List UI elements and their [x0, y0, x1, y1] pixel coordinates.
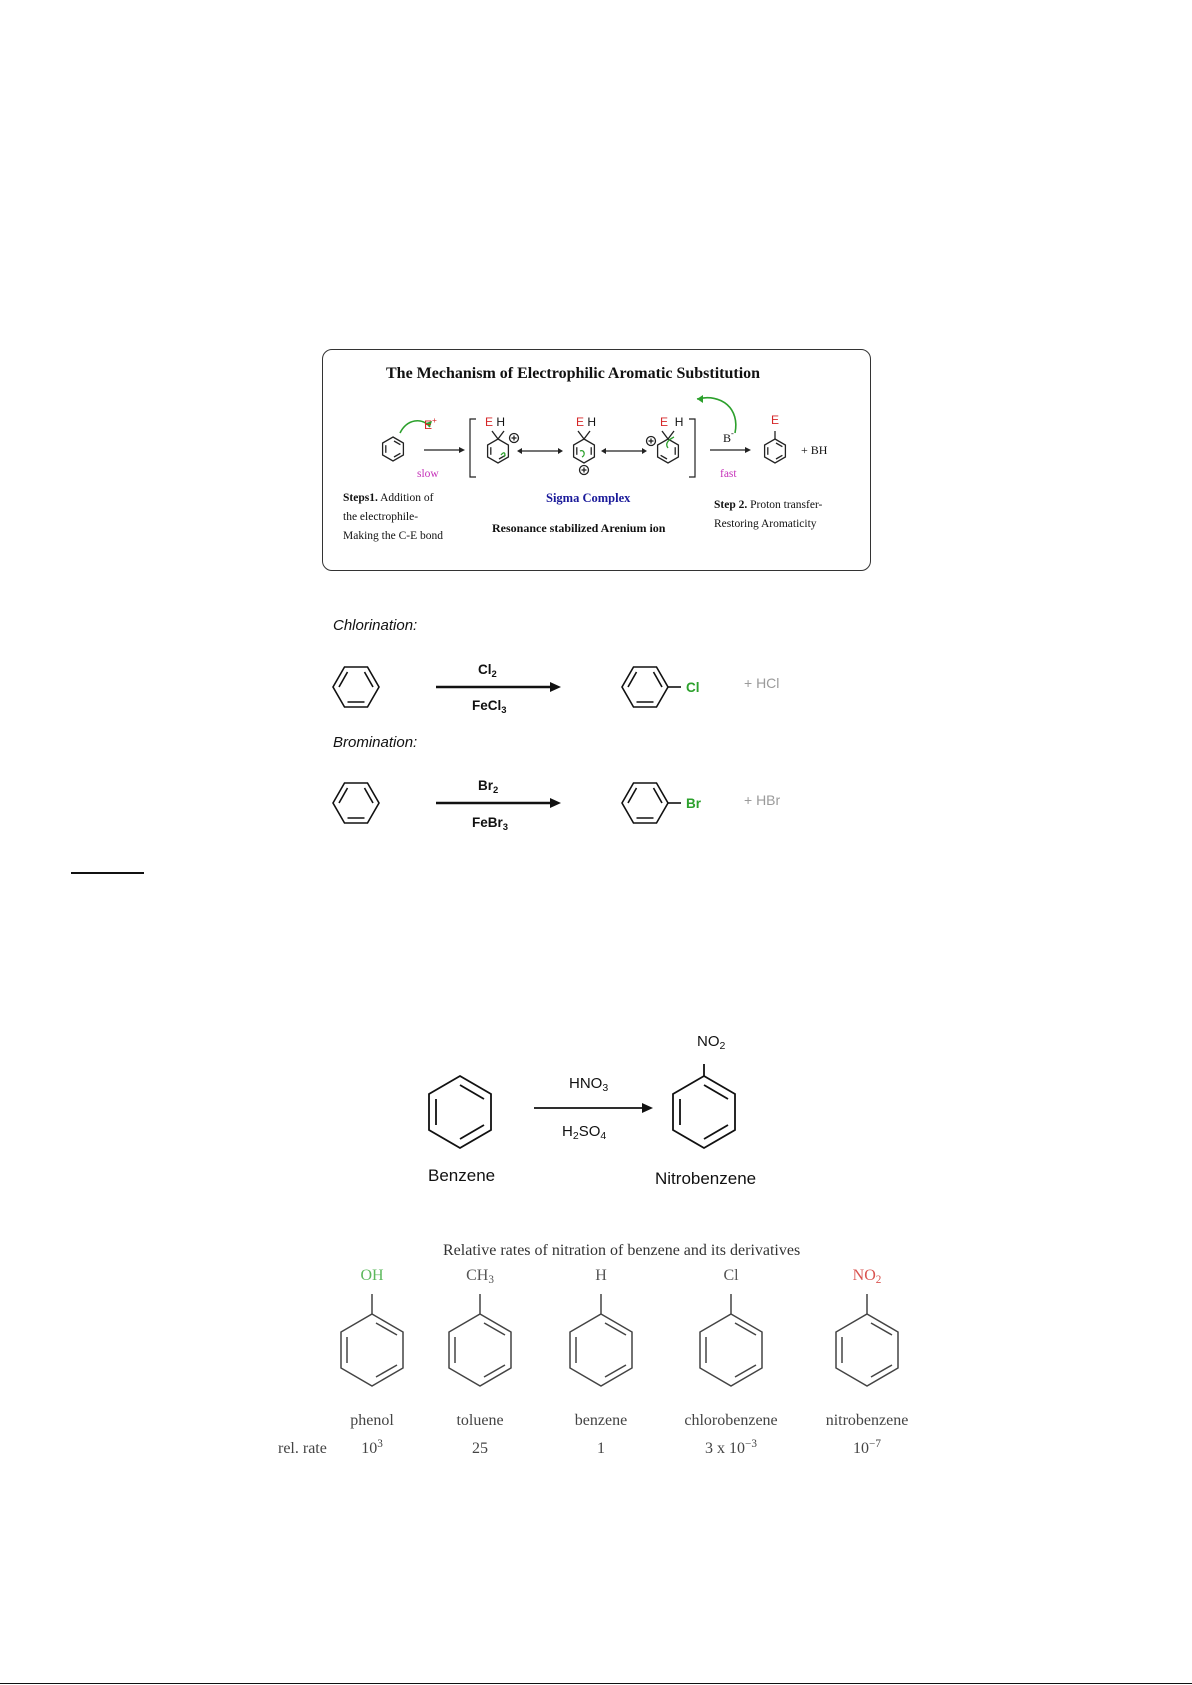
nitration-catalyst: $H_2SO_4$ [562, 1123, 607, 1142]
substituent-text: CH [466, 1267, 489, 1284]
benzene-reactant-structure [383, 437, 404, 461]
substituent-text: OH [360, 1267, 384, 1284]
resonance-label: Resonance stabilized Arenium ion [492, 521, 666, 535]
benzene-structure [333, 667, 379, 707]
arenium-ion-3 [647, 431, 679, 463]
relative-rate-value [410, 1440, 550, 1458]
rate-base: 3 x 10 [705, 1440, 746, 1457]
bromination-byproduct: + HBr [744, 792, 781, 808]
compound-name: toluene [456, 1412, 504, 1429]
nitrobenzene-name: Nitrobenzene [655, 1169, 757, 1188]
compound-name: benzene [574, 1412, 628, 1429]
rate-exponent: −3 [745, 1438, 757, 1450]
bromination-reagent-top: $Br_2$ [478, 778, 499, 796]
chlorobenzene-structure [622, 667, 681, 707]
arenium-ion-2 [574, 431, 595, 475]
substituent-label [332, 1267, 412, 1285]
substituent-label [561, 1267, 641, 1285]
arenium-ion-1 [488, 431, 519, 463]
section-rule [71, 872, 144, 874]
bromobenzene-structure [622, 783, 681, 823]
rate-base: 25 [472, 1440, 488, 1457]
base-label: B- [723, 429, 734, 445]
compound-name: chlorobenzene [684, 1412, 778, 1429]
compound-name: nitrobenzene [825, 1412, 909, 1429]
substituent-label [440, 1267, 520, 1285]
substituent-subscript: 2 [875, 1274, 882, 1286]
product-substituent-label: E [771, 413, 780, 427]
nitration-reagent: $HNO_3$ [569, 1075, 609, 1094]
ring-structure [556, 1288, 646, 1408]
compound-name: phenol [350, 1412, 394, 1429]
rate-base: 10 [853, 1440, 870, 1457]
substituted-benzene-product [765, 431, 786, 463]
substituent-text: H [595, 1267, 607, 1284]
rate-base: 1 [597, 1440, 605, 1457]
rate-exponent: 3 [377, 1438, 383, 1450]
mechanism-title: The Mechanism of Electrophilic Aromatic Substitution [386, 365, 761, 382]
fast-label: fast [720, 468, 737, 480]
substituent-label [827, 1267, 907, 1285]
byproduct-bh: + BH [801, 443, 828, 457]
benzene-structure [333, 783, 379, 823]
rate-base: 10 [361, 1440, 378, 1457]
ring-structure [327, 1288, 417, 1408]
ring-structure [435, 1288, 525, 1408]
bromine-substituent: Br [686, 796, 702, 811]
substituent-text: Cl [723, 1267, 739, 1284]
nitrobenzene-structure [673, 1064, 735, 1148]
electrophile-label: E+ [424, 415, 437, 432]
chlorine-substituent: Cl [686, 680, 700, 695]
relative-rate-value [797, 1440, 937, 1458]
step2-description: Step 2. Proton transfer- Restoring Aromaticity [714, 499, 823, 530]
bromination-label: Bromination: [333, 734, 418, 751]
arenium-3-substituents: E H [660, 415, 684, 429]
step1-description: Steps1. Addition of the electrophile- Making the C-E bond [343, 492, 443, 542]
rate-exponent: −7 [869, 1438, 881, 1450]
bromination-catalyst: FeBr$_3$ [472, 815, 509, 833]
ring-structure [686, 1288, 776, 1408]
sigma-complex-label: Sigma Complex [546, 491, 631, 505]
rates-title: Relative rates of nitration of benzene and its derivatives [443, 1242, 801, 1259]
substituent-subscript: 3 [488, 1274, 494, 1286]
substituent-text: NO [852, 1267, 876, 1284]
page-bottom-rule [0, 1683, 1192, 1684]
arenium-1-substituents: E H [485, 415, 506, 429]
relative-rate-value [661, 1440, 801, 1458]
chlorination-reagent-top: $Cl_2$ [478, 662, 497, 680]
relative-rate-value [531, 1440, 671, 1458]
nitro-group-label: $NO_2$ [697, 1033, 726, 1052]
arenium-2-substituents: E H [576, 415, 597, 429]
ring-structure [822, 1288, 912, 1408]
chlorination-label: Chlorination: [333, 617, 418, 634]
rel-rate-label: rel. rate [278, 1440, 327, 1457]
chlorination-catalyst: FeCl$_3$ [472, 698, 507, 716]
substituent-label [691, 1267, 771, 1285]
chlorination-byproduct: + HCl [744, 675, 780, 691]
benzene-structure [429, 1076, 491, 1148]
slow-label: slow [417, 468, 439, 480]
benzene-name: Benzene [428, 1166, 496, 1185]
